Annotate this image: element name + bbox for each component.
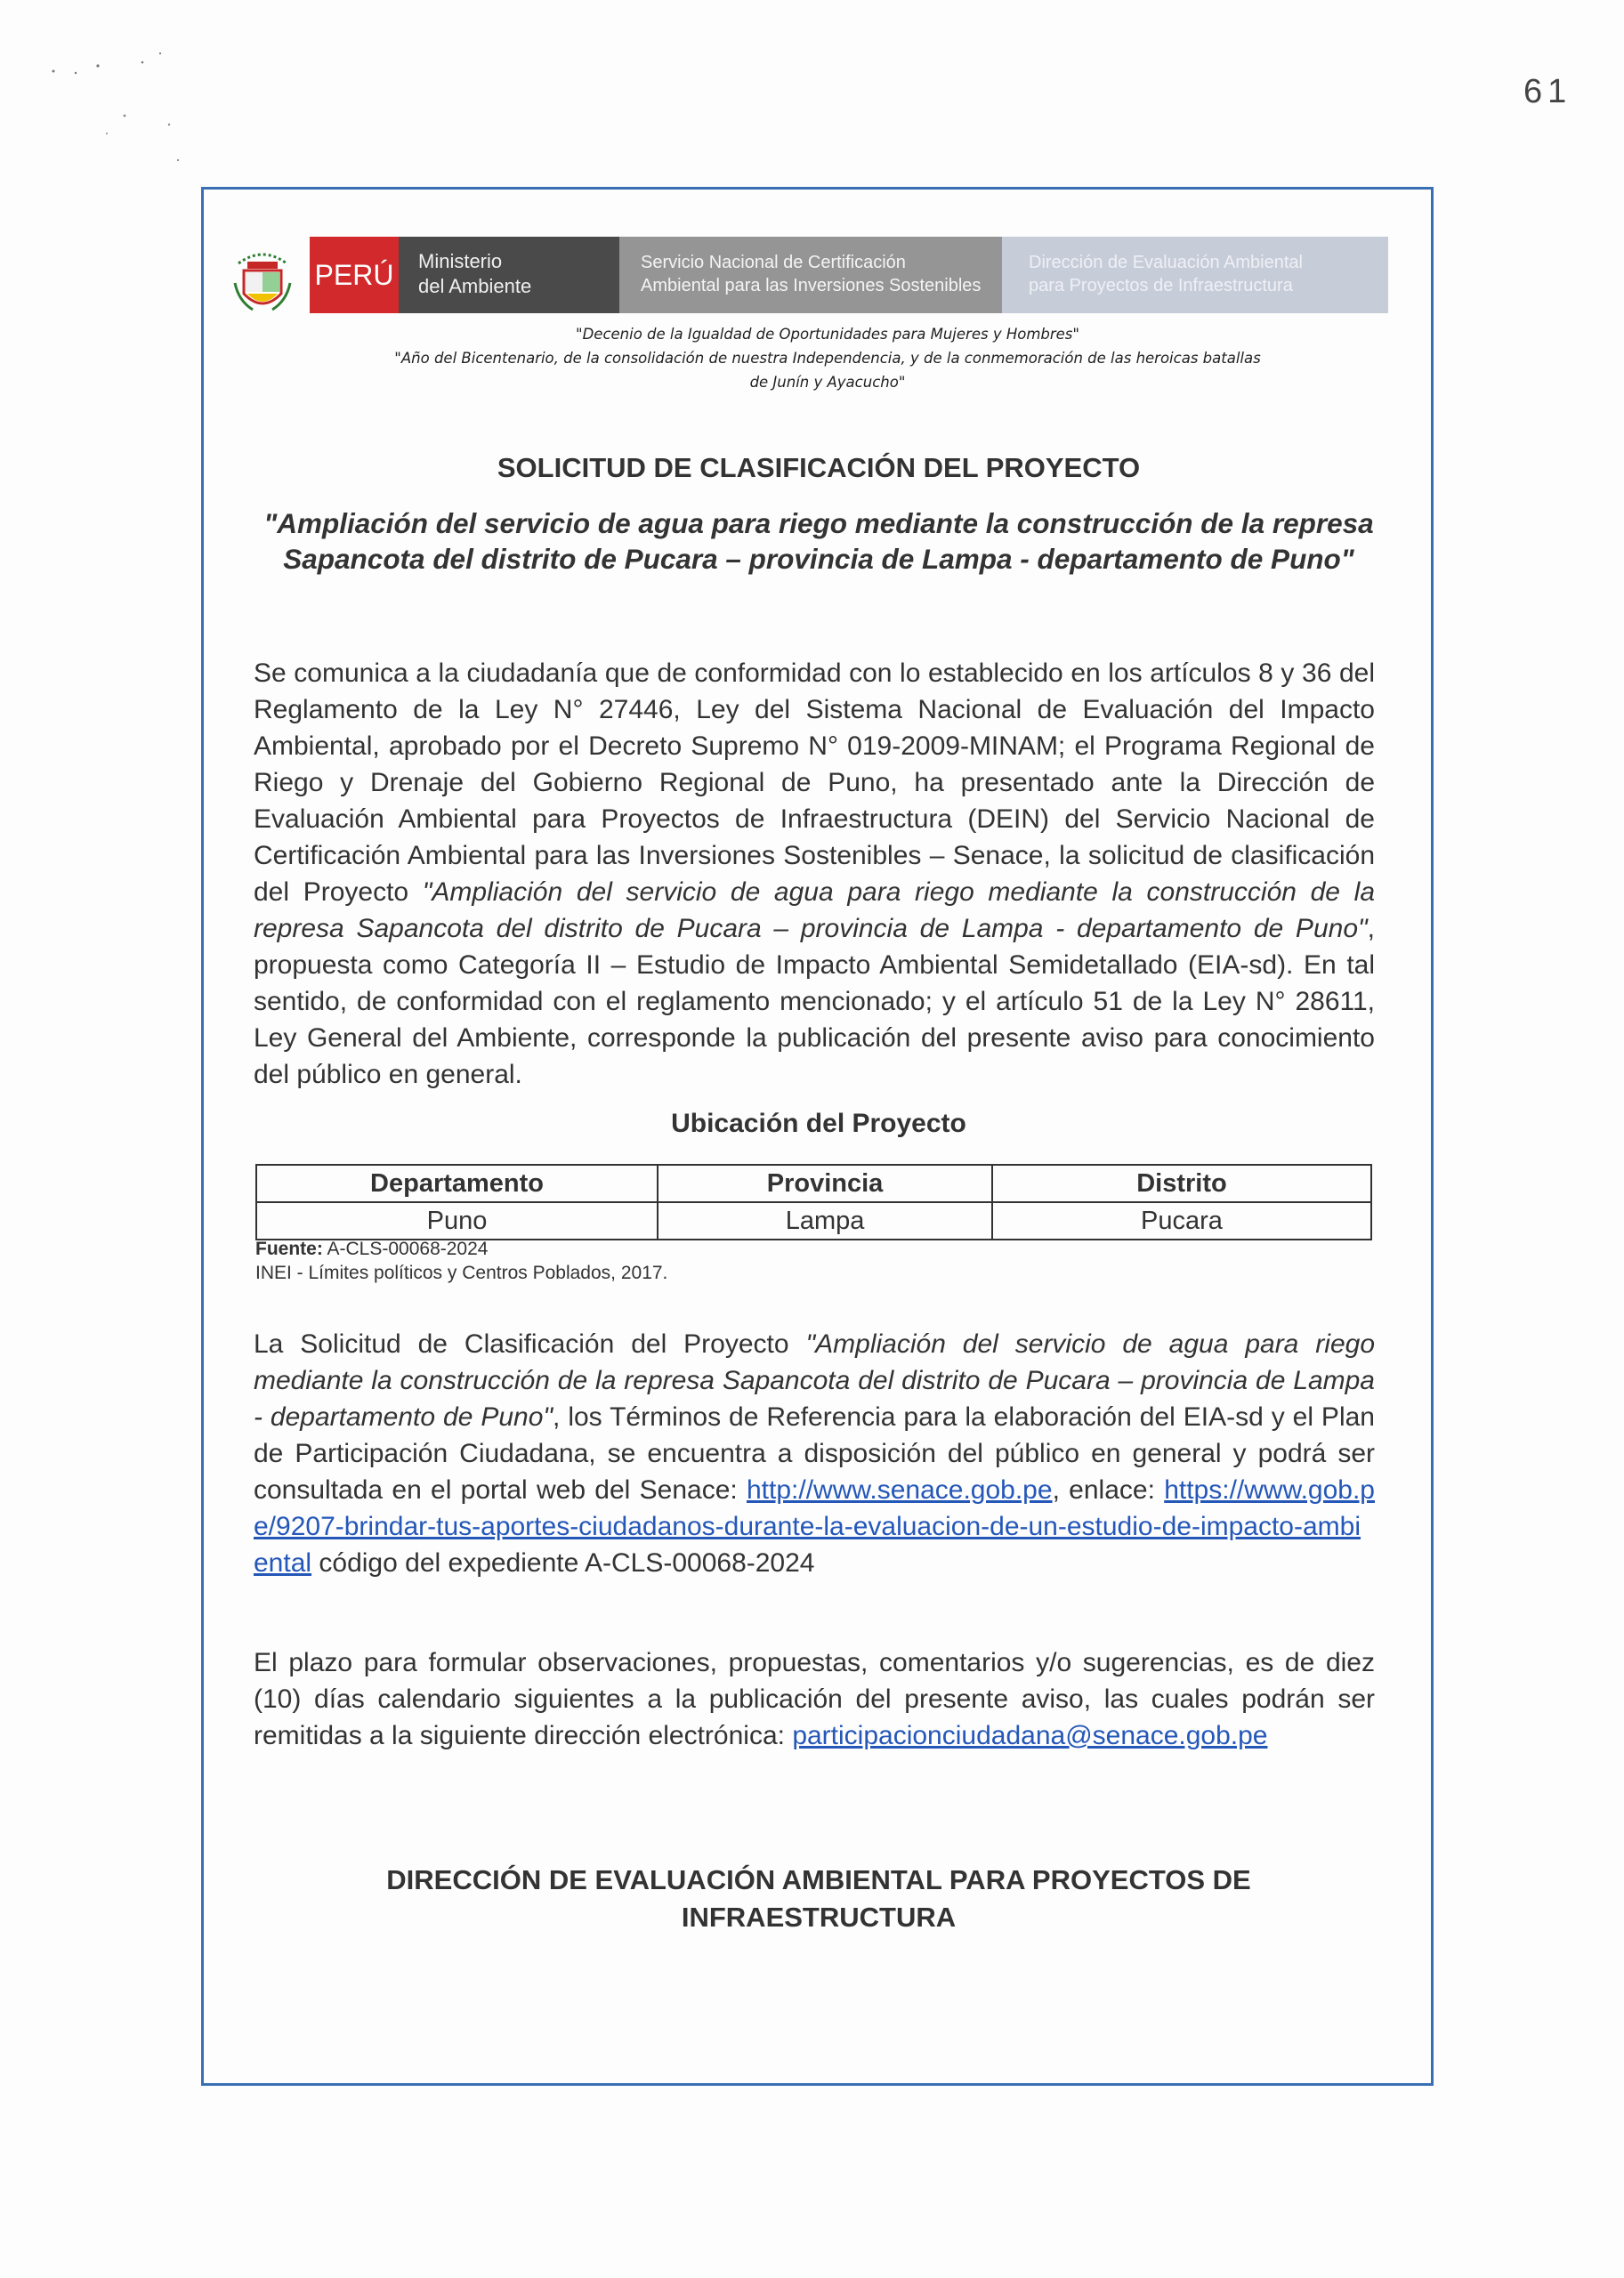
table-source-note: [255, 1237, 667, 1285]
senace-line-2: Ambiental para las Inversiones Sostenibles: [641, 276, 982, 295]
ministry-logo: [399, 237, 619, 313]
notice-paragraph-1: [254, 655, 1375, 1093]
p1-text-b: , propuesta como Categoría II – Estudio de Impacto Ambiental Semidetallado (EIA-sd). En tal sentido, de conformidad con el reglamento mencionado; y el artículo 51 de la Ley N° 28611, Ley General del Ambiente, corresponde la publicación del presente aviso para conocimiento del público en general.: [254, 914, 1375, 1089]
cell-departamento: Puno: [256, 1202, 658, 1240]
senace-portal-link[interactable]: http://www.senace.gob.pe: [747, 1475, 1053, 1505]
notice-paragraph-3: [254, 1644, 1375, 1754]
national-shield-icon: [231, 238, 294, 319]
p3-text: El plazo para formular observaciones, propuestas, comentarios y/o sugerencias, es de diez (10) días calendario siguientes a la publicación del presente aviso, las cuales podrán ser remitidas a la siguiente dirección electrónica:: [254, 1648, 1375, 1750]
location-table: [255, 1164, 1372, 1240]
notice-paragraph-2: [254, 1326, 1375, 1581]
location-heading: Ubicación del Proyecto: [671, 1109, 966, 1138]
dein-logo: [1002, 237, 1388, 313]
gob-pe-link[interactable]: https://www.gob.pe/9207-brindar-tus-aportes-ciudadanos-durante-la-evaluacion-de-un-estudio-de-impacto-ambiental: [254, 1475, 1375, 1578]
dein-line-1: Dirección de Evaluación Ambiental: [1029, 253, 1303, 272]
p2-text-b: , los Términos de Referencia para la elaboración del EIA-sd y el Plan de Participación Ciudadana, se encuentra a disposición del público en general y podrá ser consultada en el portal web del Senace:: [254, 1402, 1375, 1505]
dein-line-2: para Proyectos de Infraestructura: [1029, 276, 1293, 295]
motto-line-3: de Junín y Ayacucho": [749, 374, 906, 391]
p2-project-name: "Ampliación del servicio de agua para riego mediante la construcción de la represa Sapancota del distrito de Pucara – provincia de Lampa - departamento de Puno": [254, 1329, 1375, 1432]
source-value: A-CLS-00068-2024: [322, 1239, 489, 1259]
senace-logo: [619, 237, 1002, 313]
column-header-departamento: Departamento: [256, 1165, 658, 1202]
document-title: SOLICITUD DE CLASIFICACIÓN DEL PROYECTO: [497, 452, 1141, 483]
p2-text-c: , enlace:: [1052, 1475, 1165, 1505]
ministry-line-2: del Ambiente: [418, 275, 532, 297]
cell-provincia: Lampa: [658, 1202, 992, 1240]
column-header-distrito: Distrito: [992, 1165, 1371, 1202]
table-header-row: [256, 1165, 1371, 1202]
p1-text-a: Se comunica a la ciudadanía que de conformidad con lo establecido en los artículos 8 y 36 del Reglamento de la Ley N° 27446, Ley del Sistema Nacional de Evaluación del Impacto Ambiental, aprobado por el Decreto Supremo N° 019-2009-MINAM; el Programa Regional de Riego y Drenaje del Gobierno Regional de Puno, ha presentado ante la Dirección de Evaluación Ambiental para Proyectos de Infraestructura (DEIN) del Servicio Nacional de Certificación Ambiental para las Inversiones Sostenibles – Senace, la solicitud de clasificación del Proyecto: [254, 658, 1375, 907]
motto-line-2: "Año del Bicentenario, de la consolidación de nuestra Independencia, y de la conmemoración de las heroicas batallas: [394, 350, 1261, 367]
issuing-office: DIRECCIÓN DE EVALUACIÓN AMBIENTAL PARA PROYECTOS DE INFRAESTRUCTURA: [386, 1864, 1251, 1933]
page-number-handwritten: 61: [1523, 73, 1572, 110]
official-mottos: [338, 322, 1317, 394]
p2-text-d: código del expediente A-CLS-00068-2024: [311, 1548, 815, 1578]
project-title: "Ampliación del servicio de agua para riego mediante la construcción de la represa Sapancota del distrito de Pucara – provincia de Lampa - departamento de Puno": [263, 507, 1374, 575]
contact-email-link[interactable]: participacionciudadana@senace.gob.pe: [792, 1721, 1268, 1750]
column-header-provincia: Provincia: [658, 1165, 992, 1202]
peru-logo: PERÚ: [310, 237, 399, 313]
institutional-header: [231, 230, 1415, 319]
motto-line-1: "Decenio de la Igualdad de Oportunidades para Mujeres y Hombres": [576, 326, 1079, 343]
source-line-2: INEI - Límites políticos y Centros Poblados, 2017.: [255, 1263, 668, 1283]
p2-text-a: La Solicitud de Clasificación del Proyecto: [254, 1329, 806, 1359]
scan-specks: [36, 27, 196, 178]
table-row: [256, 1202, 1371, 1240]
cell-distrito: Pucara: [992, 1202, 1371, 1240]
ministry-line-1: Ministerio: [418, 250, 503, 272]
senace-line-1: Servicio Nacional de Certificación: [641, 253, 906, 272]
source-label: Fuente:: [255, 1239, 323, 1259]
p1-project-name: "Ampliación del servicio de agua para riego mediante la construcción de la represa Sapancota del distrito de Pucara – provincia de Lampa - departamento de Puno": [254, 877, 1376, 943]
